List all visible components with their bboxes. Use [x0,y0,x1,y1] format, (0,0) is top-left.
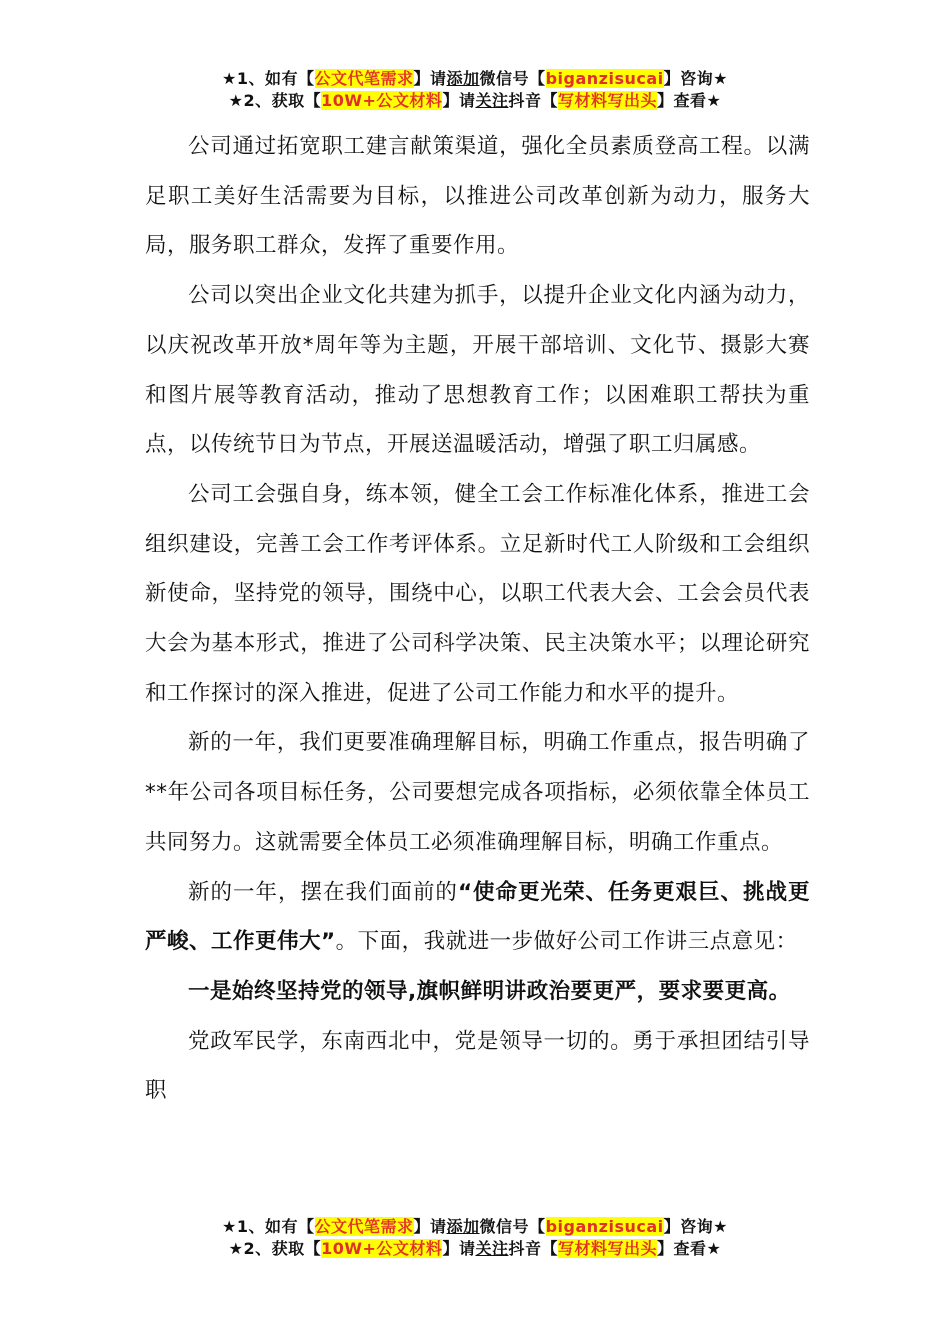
banner-text: ★2、获取【 [228,91,322,110]
paragraph-5-text: 新的一年，摆在我们面前的 [188,879,458,905]
banner-text: 】请 [442,91,476,110]
banner-text: ★1、如有【 [222,1217,315,1236]
highlight-wechat-id: biganzisucai [545,1217,664,1236]
paragraph-5-emphasis: “使命更光荣、任务更艰巨、挑战更严峻、工作更伟大” [145,879,810,955]
banner-text: ★2、获取【 [228,1239,322,1258]
highlight-service: 公文代笔需求 [314,69,414,88]
highlight-materials: 10W+公文材料 [321,1239,443,1258]
banner-text: ★1、如有【 [222,69,315,88]
underlined-text: 关注 [475,91,509,110]
footer-banner [0,1216,950,1260]
banner-text: 】请 [413,69,447,88]
banner-text: 】查看★ [657,1239,722,1258]
underlined-text: 添加 [446,69,480,88]
banner-line-1 [0,68,950,90]
highlight-materials: 10W+公文材料 [321,91,443,110]
paragraph-1: 公司通过拓宽职工建言献策渠道，强化全员素质登高工程。以满足职工美好生活需要为目标，以推进公司改革创新为动力，服务大局，服务职工群众，发挥了重要作用。 [145,134,810,259]
document-body [145,122,810,1116]
header-banner [0,68,950,112]
underlined-text: 添加 [446,1217,480,1236]
highlight-douyin-account: 写材料写出头 [557,1239,657,1258]
banner-line-1 [0,1216,950,1238]
banner-text: 】请 [413,1217,447,1236]
paragraph-5-text-end: 。下面，我就进一步做好公司工作讲三点意见： [335,929,798,955]
section-heading-1: 一是始终坚持党的领导,旗帜鲜明讲政治要更严，要求要更高。 [188,978,791,1004]
banner-text: 】咨询★ [663,69,728,88]
paragraph-2: 公司以突出企业文化共建为抓手，以提升企业文化内涵为动力，以庆祝改革开放*周年等为主题，开展干部培训、文化节、摄影大赛和图片展等教育活动，推动了思想教育工作；以困难职工帮扶为重点，以传统节日为节点，开展送温暖活动，增强了职工归属感。 [145,283,810,458]
banner-text: 】咨询★ [663,1217,728,1236]
underlined-text: 关注 [475,1239,509,1258]
banner-text: 】请 [442,1239,476,1258]
highlight-douyin-account: 写材料写出头 [557,91,657,110]
highlight-service: 公文代笔需求 [314,1217,414,1236]
highlight-wechat-id: biganzisucai [545,69,664,88]
banner-text: 微信号【 [479,1217,546,1236]
paragraph-3: 公司工会强自身，练本领，健全工会工作标准化体系，推进工会组织建设，完善工会工作考评体系。立足新时代工人阶级和工会组织新使命，坚持党的领导，围绕中心，以职工代表大会、工会会员代表大会为基本形式，推进了公司科学决策、民主决策水平；以理论研究和工作探讨的深入推进，促进了公司工作能力和水平的提升。 [145,481,810,706]
banner-line-2 [0,90,950,112]
banner-text: 抖音【 [508,91,558,110]
paragraph-5 [145,868,810,967]
paragraph-4: 新的一年，我们更要准确理解目标，明确工作重点，报告明确了**年公司各项目标任务，公司要想完成各项指标，必须依靠全体员工共同努力。这就需要全体员工必须准确理解目标，明确工作重点。 [145,730,810,855]
banner-text: 抖音【 [508,1239,558,1258]
paragraph-7: 党政军民学，东南西北中，党是领导一切的。勇于承担团结引导职 [145,1028,810,1104]
banner-line-2 [0,1238,950,1260]
banner-text: 】查看★ [657,91,722,110]
banner-text: 微信号【 [479,69,546,88]
